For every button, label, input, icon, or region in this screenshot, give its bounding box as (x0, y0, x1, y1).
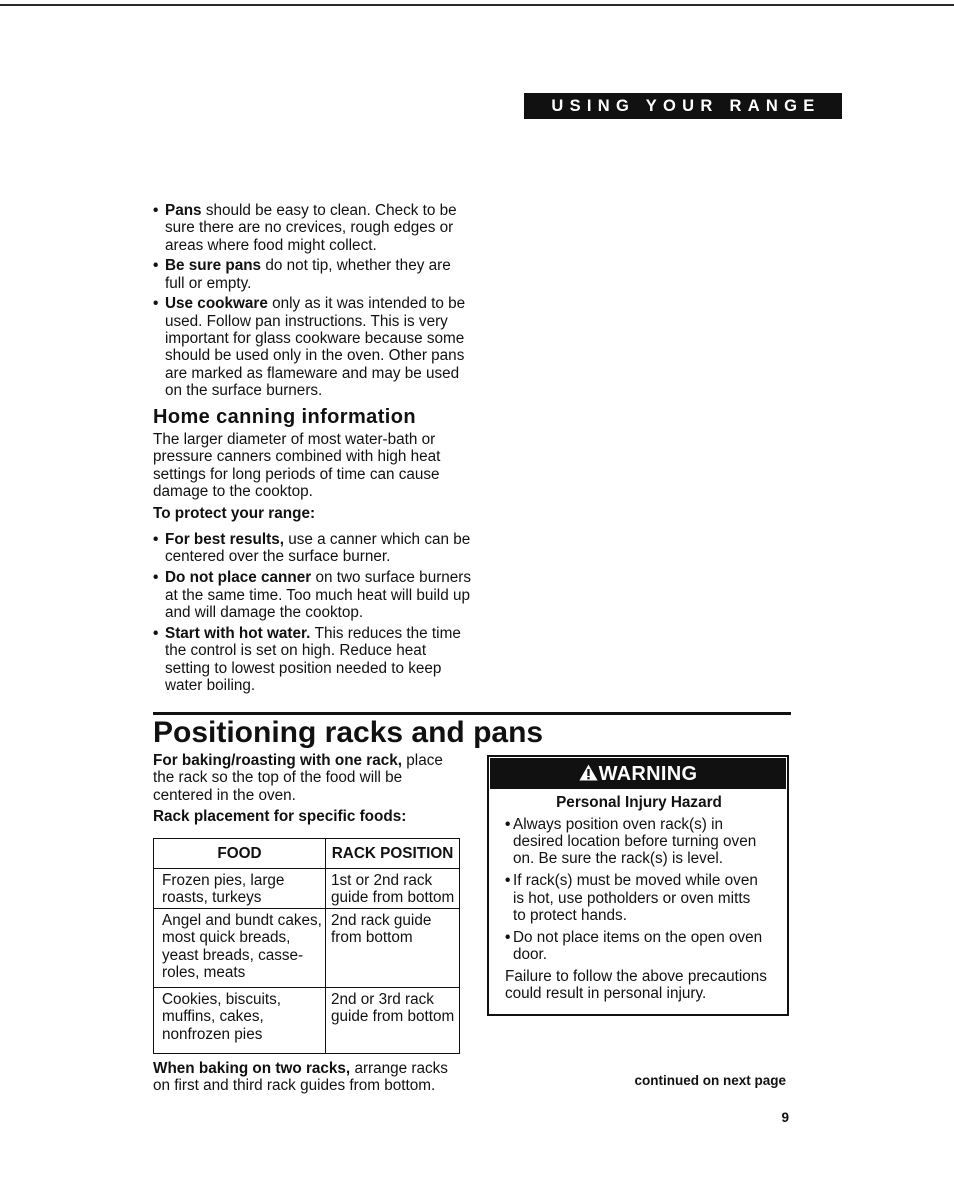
warning-item-text: • Always position oven rack(s) in desired location before turning oven on. Be sure the rack(s) is level. (513, 815, 757, 868)
page-number: 9 (781, 1110, 789, 1125)
paragraph-text (153, 1060, 448, 1095)
list-item-lead: Do not place canner (165, 569, 312, 587)
warning-header-bar (490, 758, 786, 789)
list-item (153, 202, 465, 254)
list-item-body: use a canner which can be centered over the surface burner. (165, 531, 471, 566)
section-title: USING YOUR RANGE (551, 97, 821, 115)
list-item (153, 625, 471, 694)
table-cell-food: Angel and bundt cakes, most quick breads, yeast breads, casse- roles, meats (154, 909, 326, 988)
continued-note: continued on next page (634, 1073, 786, 1088)
warning-box (487, 755, 789, 1016)
list-item-body: only as it was intended to be used. Follow pan instructions. This is very important for glass cookware because some should be used only in the oven. Other pans are marked as flameware and may be used on the surface burners. (165, 295, 466, 399)
table-row (154, 869, 460, 909)
warning-subtitle: Personal Injury Hazard (556, 794, 722, 811)
list-item-body: on two surface burners at the same time. Too much heat will build up and will damage the cooktop. (165, 569, 472, 621)
table-header-rack-position: RACK POSITION (326, 839, 460, 869)
list-item (153, 295, 465, 399)
table-header-row (154, 839, 460, 869)
table-cell-food: Cookies, biscuits, muffins, cakes, nonfrozen pies (154, 988, 326, 1054)
rack-placement-table (153, 838, 460, 1054)
list-item-body: This reduces the time the control is set on high. Reduce heat setting to lowest position needed to keep water boiling. (165, 625, 461, 694)
section-header-bar (524, 93, 842, 119)
paragraph-body: arrange racks on first and third rack guides from bottom. (153, 1060, 448, 1095)
table-row (154, 988, 460, 1054)
section-divider-rule (153, 712, 791, 715)
one-rack-paragraph (153, 752, 443, 804)
scan-edge-line (0, 4, 954, 6)
list-item (153, 257, 465, 292)
table-header-food: FOOD (154, 839, 326, 869)
protect-range-subheading: To protect your range: (153, 505, 316, 522)
warning-item (505, 929, 773, 964)
warning-item (505, 872, 773, 924)
list-item-text (165, 257, 451, 292)
home-canning-heading: Home canning information (153, 406, 416, 428)
pan-tips-list (153, 202, 465, 403)
warning-footer: Failure to follow the above precautions could result in personal injury. (505, 968, 767, 1003)
list-item-body: do not tip, whether they are full or empty. (165, 257, 451, 292)
list-item-lead: Use cookware (165, 295, 268, 313)
table-cell-rack-position: 1st or 2nd rack guide from bottom (326, 869, 460, 909)
two-racks-paragraph (153, 1060, 448, 1095)
warning-triangle-icon (579, 764, 598, 781)
paragraph-lead: For baking/roasting with one rack, (153, 752, 403, 769)
list-item-text (165, 202, 457, 254)
racks-heading: Positioning racks and pans (153, 716, 544, 749)
list-item (153, 531, 471, 566)
list-item-lead: Pans (165, 202, 202, 219)
table-caption: Rack placement for specific foods: (153, 808, 407, 825)
table-cell-rack-position: 2nd rack guide from bottom (326, 909, 460, 988)
list-item-lead: Start with hot water. (165, 625, 311, 643)
canning-tips-list (153, 531, 471, 698)
paragraph-body: place the rack so the top of the food will be centered in the oven. (153, 752, 443, 804)
warning-title: WARNING (598, 762, 698, 785)
list-item-lead: For best results, (165, 531, 285, 548)
table-cell-rack-position: 2nd or 3rd rack guide from bottom (326, 988, 460, 1054)
warning-item (505, 816, 773, 868)
table-row (154, 909, 460, 988)
list-item-text (165, 625, 461, 694)
warning-item-text: • Do not place items on the open oven door. (513, 928, 763, 964)
warning-item-text: • If rack(s) must be moved while oven is hot, use potholders or oven mitts to protect hands. (513, 872, 758, 924)
warning-content (505, 794, 773, 1003)
paragraph-text (153, 752, 443, 804)
list-item-body: should be easy to clean. Check to be sure there are no crevices, rough edges or areas where food might collect. (165, 202, 457, 254)
table-cell-food: Frozen pies, large roasts, turkeys (154, 869, 326, 909)
list-item-lead: Be sure pans (165, 257, 262, 275)
paragraph-lead: When baking on two racks, (153, 1060, 351, 1077)
list-item-text (165, 531, 470, 566)
list-item-text (165, 295, 465, 399)
home-canning-intro: The larger diameter of most water-bath or pressure canners combined with high heat settings for long periods of time can cause damage to the cooktop. (153, 431, 441, 500)
list-item (153, 569, 471, 621)
list-item-text (165, 569, 471, 621)
